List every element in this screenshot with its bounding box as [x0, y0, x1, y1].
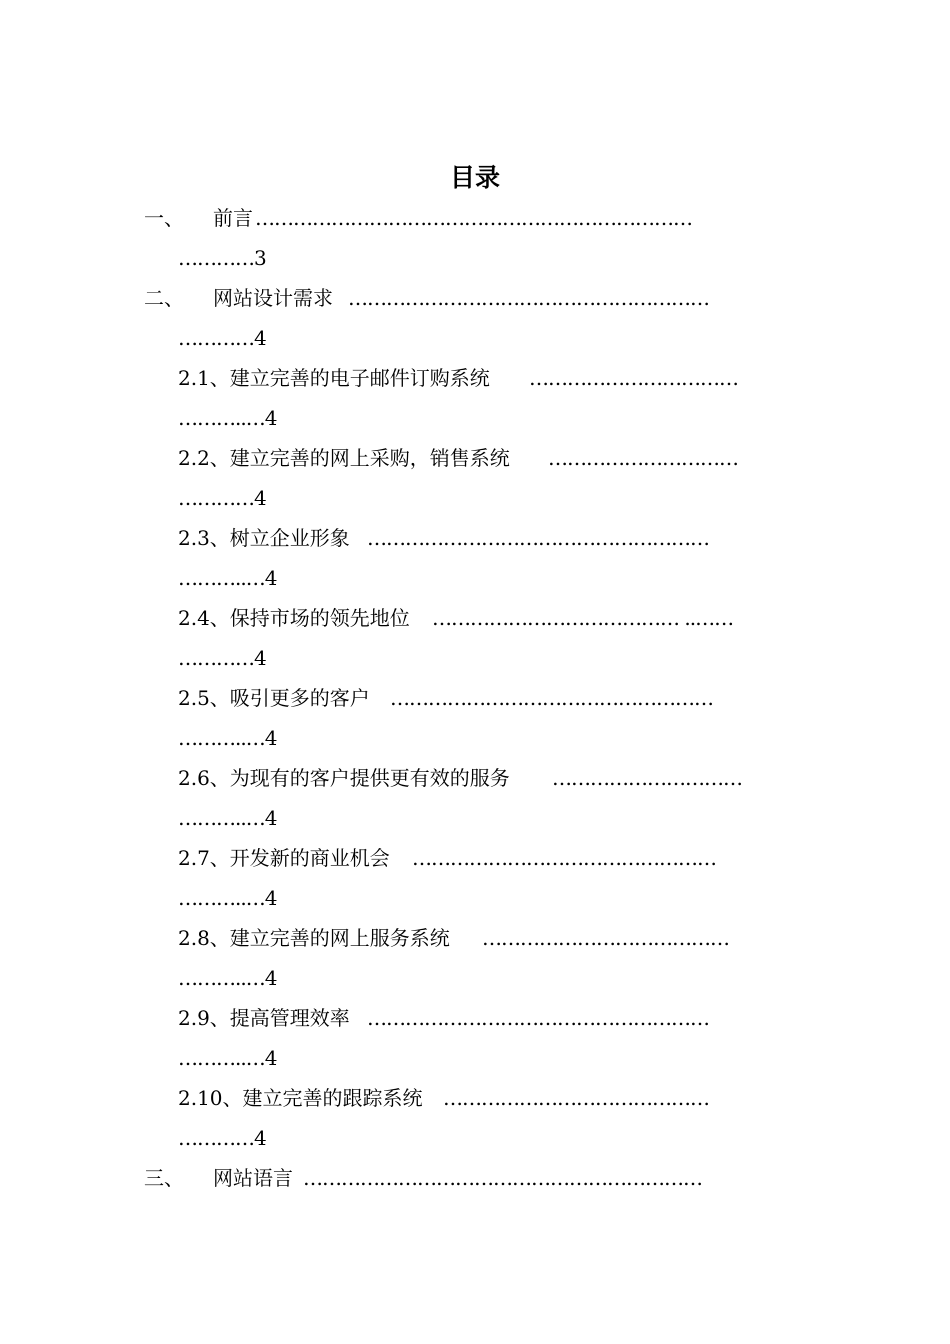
toc-page-number: …………4: [178, 486, 266, 510]
toc-entry-continuation: [0, 398, 950, 438]
toc-entry-label: 2.10、建立完善的跟踪系统: [178, 1086, 423, 1110]
toc-leader-dots: …………………………………………………: [348, 286, 709, 310]
toc-entry-2-8[interactable]: [0, 918, 950, 958]
toc-entry-label: 2.9、提高管理效率: [178, 1006, 350, 1030]
toc-entry-2-6[interactable]: [0, 758, 950, 798]
toc-entry-label: 网站设计需求: [213, 286, 333, 310]
toc-entry-continuation: [0, 638, 950, 678]
toc-entry-continuation: [0, 558, 950, 598]
toc-entry-continuation: [0, 238, 950, 278]
toc-page-number: ………..…4: [178, 886, 277, 910]
toc-page-number: ………..…4: [178, 806, 277, 830]
toc-entry-continuation: [0, 958, 950, 998]
toc-entry-continuation: [0, 478, 950, 518]
toc-entry-number: 三、: [144, 1166, 184, 1190]
toc-page-number: …………3: [178, 246, 266, 270]
toc-entry-label: 2.8、建立完善的网上服务系统: [178, 926, 450, 950]
toc-page-number: …………4: [178, 326, 266, 350]
toc-entry-number: 一、: [144, 206, 184, 230]
toc-entry-2-4[interactable]: [0, 598, 950, 638]
toc-page-number: ………..…4: [178, 566, 277, 590]
toc-entry-label: 2.5、吸引更多的客户: [178, 686, 370, 710]
toc-page-number: …………4: [178, 646, 266, 670]
toc-entry-label: 前言: [213, 206, 253, 230]
toc-page-number: ………..…4: [178, 406, 277, 430]
toc-leader-dots: …………………………………………: [412, 846, 716, 870]
toc-leader-dots: ………………………………… ..……: [432, 606, 734, 630]
toc-leader-dots: …………………………: [548, 446, 738, 470]
toc-entry-continuation: [0, 798, 950, 838]
toc-entry-continuation: [0, 718, 950, 758]
toc-entry-label: 网站语言: [213, 1166, 293, 1190]
toc-leader-dots: ……………………………………: [443, 1086, 709, 1110]
toc-entry-label: 2.6、为现有的客户提供更有效的服务: [178, 766, 510, 790]
toc-leader-dots: …………………………: [552, 766, 742, 790]
toc-entry-2-2[interactable]: [0, 438, 950, 478]
toc-entry-label: 2.4、保持市场的领先地位: [178, 606, 410, 630]
toc-leader-dots: ………………………………………………………: [303, 1166, 702, 1190]
toc-entry-2-1[interactable]: [0, 358, 950, 398]
toc-page-number: ………..…4: [178, 1046, 277, 1070]
toc-title: 目录: [449, 163, 500, 192]
toc-leader-dots: ……………………………: [529, 366, 738, 390]
toc-page-number: ………..…4: [178, 726, 277, 750]
toc-entry-label: 2.7、开发新的商业机会: [178, 846, 390, 870]
toc-entry-2-10[interactable]: [0, 1078, 950, 1118]
toc-entry-continuation: [0, 1038, 950, 1078]
toc-entry-label: 2.1、建立完善的电子邮件订购系统: [178, 366, 490, 390]
toc-leader-dots: ……………………………………………: [390, 686, 713, 710]
toc-leader-dots: …………………………………: [482, 926, 729, 950]
toc-leader-dots: ……………………………………………………………: [255, 206, 692, 230]
toc-entry-2-3[interactable]: [0, 518, 950, 558]
toc-entry-2-9[interactable]: [0, 998, 950, 1038]
toc-entry-site-design-requirements[interactable]: [0, 278, 950, 318]
toc-entry-continuation: [0, 1118, 950, 1158]
toc-page-number: ………..…4: [178, 966, 277, 990]
toc-leader-dots: ………………………………………………: [367, 1006, 709, 1030]
toc-entry-continuation: [0, 318, 950, 358]
toc-entry-2-7[interactable]: [0, 838, 950, 878]
toc-entry-number: 二、: [144, 286, 184, 310]
toc-entry-label: 2.2、建立完善的网上采购，销售系统: [178, 446, 510, 470]
toc-entry-continuation: [0, 878, 950, 918]
toc-entry-label: 2.3、树立企业形象: [178, 526, 350, 550]
toc-entry-site-language[interactable]: [0, 1158, 950, 1198]
toc-leader-dots: ………………………………………………: [367, 526, 709, 550]
toc-page-number: …………4: [178, 1126, 266, 1150]
toc-entry-preface[interactable]: [0, 198, 950, 238]
toc-entry-2-5[interactable]: [0, 678, 950, 718]
